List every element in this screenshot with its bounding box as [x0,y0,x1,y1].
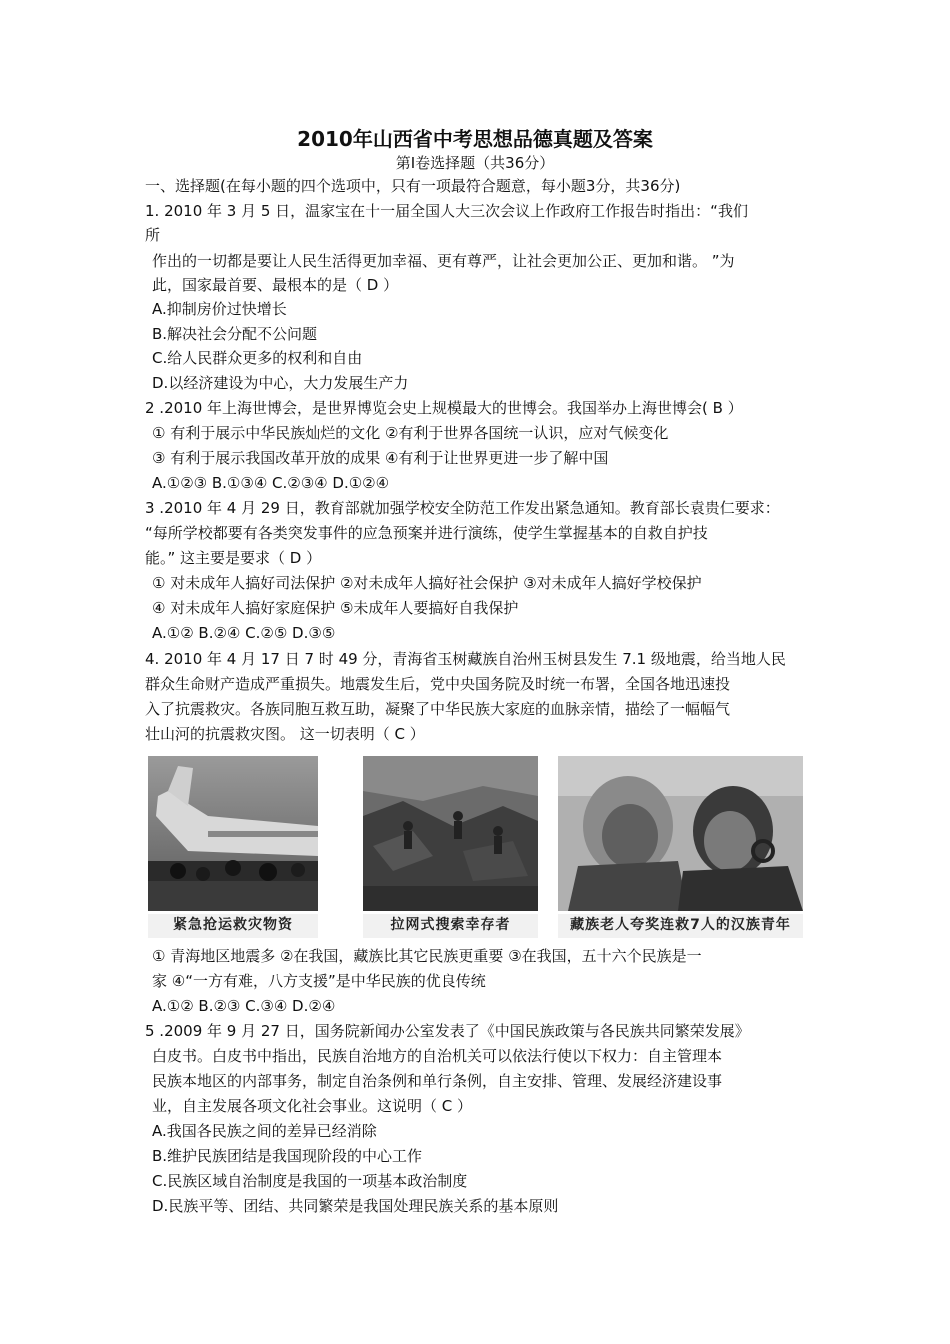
elder-and-youth-image [558,756,803,911]
statement-line: ① 有利于展示中华民族灿烂的文化 ②有利于世界各国统一认识，应对气候变化 [152,424,669,442]
photo-caption: 藏族老人夸奖连救7人的汉族青年 [558,914,803,938]
question-4-text: 入了抗震救灾。各族同胞互救互助，凝聚了中华民族大家庭的血脉亲情，描绘了一幅幅气 [145,700,731,718]
document-title: 2010年山西省中考思想品德真题及答案 [297,127,653,151]
option-line: C.给人民群众更多的权利和自由 [152,349,363,367]
option-line: D.以经济建设为中心，大力发展生产力 [152,374,409,392]
question-3-text: 能。” 这主要是要求（ D ） [145,549,322,567]
photo-caption: 紧急抢运救灾物资 [148,914,318,938]
photo-tibetan-elder [558,756,803,940]
statement-line: ① 对未成年人搞好司法保护 ②对未成年人搞好社会保护 ③对未成年人搞好学校保护 [152,574,702,592]
option-line: A.我国各民族之间的差异已经消除 [152,1122,377,1140]
question-3-text: “每所学校都要有各类突发事件的应急预案并进行演练，使学生掌握基本的自救自护技 [145,524,708,542]
question-5-text: 白皮书。白皮书中指出，民族自治地方的自治机关可以依法行使以下权力：自主管理本 [152,1047,723,1065]
earthquake-photos [148,756,803,940]
airplane-unloading-image [148,756,318,911]
photo-search-survivors [363,756,538,940]
option-line: D.民族平等、团结、共同繁荣是我国处理民族关系的基本原则 [152,1197,559,1215]
rubble-search-image [363,756,538,911]
question-2-text: 2 .2010 年上海世博会，是世界博览会史上规模最大的世博会。我国举办上海世博会( B ） [145,399,743,417]
statement-line: ④ 对未成年人搞好家庭保护 ⑤未成年人要搞好自我保护 [152,599,519,617]
statement-line: ③ 有利于展示我国改革开放的成果 ④有利于让世界更进一步了解中国 [152,449,609,467]
question-1-text: 此，国家最首要、最根本的是（ D ） [152,276,399,294]
section-instruction: 一、选择题(在每小题的四个选项中，只有一项最符合题意，每小题3分，共36分) [145,177,681,195]
question-4-text: 壮山河的抗震救灾图。 这一切表明（ C ） [145,725,425,743]
question-1-text: 1. 2010 年 3 月 5 日，温家宝在十一届全国人大三次会议上作政府工作报告时指出：“我们 [145,202,748,220]
question-1-text: 所 [145,226,161,244]
option-line: A.①②③ B.①③④ C.②③④ D.①②④ [152,474,390,492]
photo-relief-supplies [148,756,318,940]
section-subtitle: 第Ⅰ卷选择题（共36分） [395,154,555,172]
statement-line: 家 ④“一方有难，八方支援”是中华民族的优良传统 [152,972,486,990]
question-3-text: 3 .2010 年 4 月 29 日，教育部就加强学校安全防范工作发出紧急通知。教育部长袁贵仁要求： [145,499,780,517]
option-line: A.抑制房价过快增长 [152,300,287,318]
question-5-text: 5 .2009 年 9 月 27 日，国务院新闻办公室发表了《中国民族政策与各民族共同繁荣发展》 [145,1022,750,1040]
option-line: A.①② B.②④ C.②⑤ D.③⑤ [152,624,336,642]
option-line: C.民族区域自治制度是我国的一项基本政治制度 [152,1172,468,1190]
option-line: B.解决社会分配不公问题 [152,325,318,343]
question-4-text: 4. 2010 年 4 月 17 日 7 时 49 分，青海省玉树藏族自治州玉树县发生 7.1 级地震，给当地人民 [145,650,786,668]
question-5-text: 民族本地区的内部事务，制定自治条例和单行条例，自主安排、管理、发展经济建设事 [152,1072,723,1090]
statement-line: ① 青海地区地震多 ②在我国，藏族比其它民族更重要 ③在我国，五十六个民族是一 [152,947,702,965]
option-line: B.维护民族团结是我国现阶段的中心工作 [152,1147,423,1165]
option-line: A.①② B.②③ C.③④ D.②④ [152,997,336,1015]
photo-caption: 拉网式搜索幸存者 [363,914,538,938]
question-5-text: 业，自主发展各项文化社会事业。这说明（ C ） [152,1097,473,1115]
question-4-text: 群众生命财产造成严重损失。地震发生后，党中央国务院及时统一布署，全国各地迅速投 [145,675,731,693]
question-1-text: 作出的一切都是要让人民生活得更加幸福、更有尊严，让社会更加公正、更加和谐。 ”为 [152,252,735,270]
